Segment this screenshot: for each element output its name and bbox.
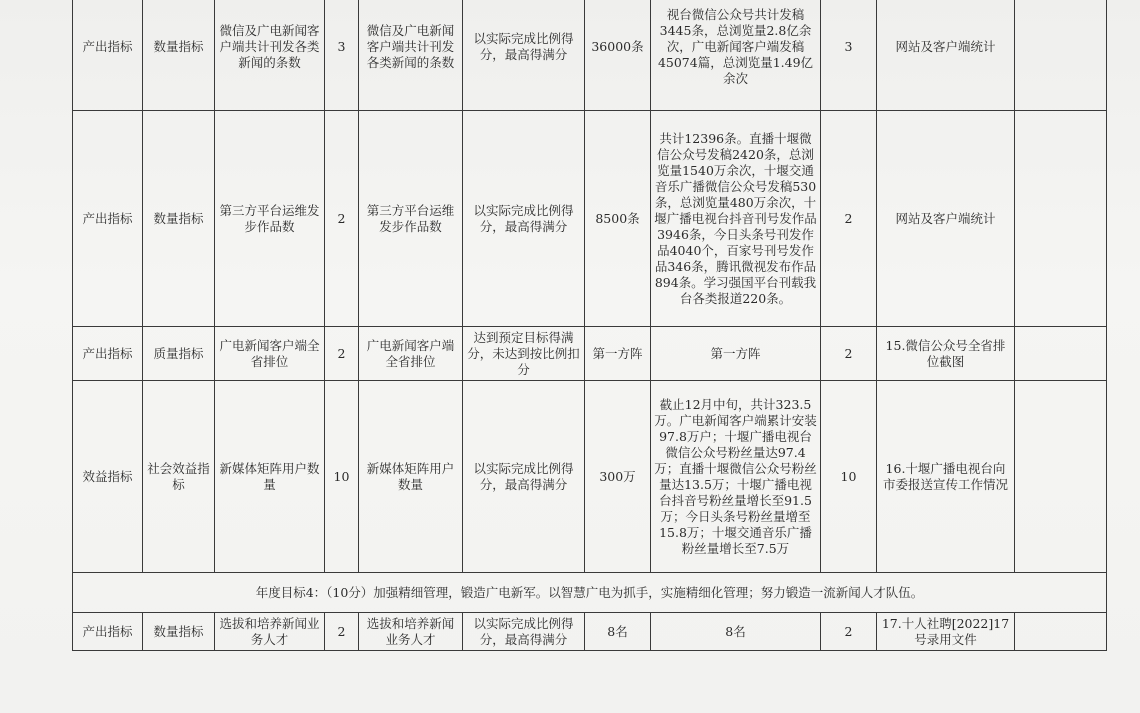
table-row <box>73 381 1107 573</box>
remarks <box>1015 111 1107 327</box>
weight: 3 <box>325 0 359 111</box>
actual-completion: 共计12396条。直播十堰微信公众号发稿2420条，总浏览量1540万余次，十堰交通音乐广播微信公众号发稿530条，总浏览量480万余次，十堰广播电视台抖音刊号发作品3946条，今日头条号刊发作品4040个，百家号刊号发作品346条，腾讯微视发布作品894条。学习强国平台刊载我台各类报道220条。 <box>651 111 821 327</box>
indicator-level3: 广电新闻客户端全省排位 <box>215 327 325 381</box>
indicator-content: 第三方平台运维发步作品数 <box>359 111 463 327</box>
scoring-rule: 以实际完成比例得分，最高得满分 <box>463 0 585 111</box>
scoring-rule: 以实际完成比例得分，最高得满分 <box>463 613 585 651</box>
indicator-level1: 产出指标 <box>73 111 143 327</box>
indicator-level2: 数量指标 <box>143 613 215 651</box>
indicator-level1: 产出指标 <box>73 0 143 111</box>
evidence: 网站及客户端统计 <box>877 111 1015 327</box>
indicator-level1: 产出指标 <box>73 327 143 381</box>
weight: 10 <box>325 381 359 573</box>
indicator-content: 广电新闻客户端全省排位 <box>359 327 463 381</box>
weight: 2 <box>325 613 359 651</box>
target-value: 300万 <box>585 381 651 573</box>
remarks <box>1015 613 1107 651</box>
actual-completion: 截止12月中旬，共计323.5万。广电新闻客户端累计安装97.8万户；十堰广播电视台微信公众号粉丝量达97.4万；直播十堰微信公众号粉丝量达13.5万；十堰广播电视台抖音号粉丝量增长至91.5万；今日头条号粉丝量增至15.8万；十堰交通音乐广播粉丝量增长至7.5万 <box>651 381 821 573</box>
indicator-content: 微信及广电新闻客户端共计刊发各类新闻的条数 <box>359 0 463 111</box>
indicator-level2: 社会效益指标 <box>143 381 215 573</box>
table-row <box>73 0 1107 111</box>
score: 2 <box>821 111 877 327</box>
evidence: 15.微信公众号全省排位截图 <box>877 327 1015 381</box>
indicator-level1: 效益指标 <box>73 381 143 573</box>
scoring-rule: 以实际完成比例得分，最高得满分 <box>463 381 585 573</box>
actual-completion: 8名 <box>651 613 821 651</box>
target-value: 36000条 <box>585 0 651 111</box>
indicator-level3: 微信及广电新闻客户端共计刊发各类新闻的条数 <box>215 0 325 111</box>
remarks <box>1015 381 1107 573</box>
score: 2 <box>821 327 877 381</box>
table-row <box>73 111 1107 327</box>
evidence: 17.十人社聘[2022]17号录用文件 <box>877 613 1015 651</box>
indicator-level2: 数量指标 <box>143 111 215 327</box>
weight: 2 <box>325 327 359 381</box>
target-value: 8500条 <box>585 111 651 327</box>
target-value: 第一方阵 <box>585 327 651 381</box>
indicator-level3: 新媒体矩阵用户数量 <box>215 381 325 573</box>
table-row <box>73 327 1107 381</box>
score: 2 <box>821 613 877 651</box>
indicator-content: 新媒体矩阵用户数量 <box>359 381 463 573</box>
scoring-rule: 以实际完成比例得分，最高得满分 <box>463 111 585 327</box>
performance-table <box>72 0 1107 651</box>
indicator-level3: 第三方平台运维发步作品数 <box>215 111 325 327</box>
goal-row <box>73 573 1107 613</box>
annual-goal-text: 年度目标4：（10分）加强精细管理，锻造广电新军。以智慧广电为抓手，实施精细化管理；努力锻造一流新闻人才队伍。 <box>73 573 1107 613</box>
scoring-rule: 达到预定目标得满分，未达到按比例扣分 <box>463 327 585 381</box>
indicator-level3: 选拔和培养新闻业务人才 <box>215 613 325 651</box>
evidence: 网站及客户端统计 <box>877 0 1015 111</box>
weight: 2 <box>325 111 359 327</box>
actual-completion: 视台微信公众号共计发稿3445条，总浏览量2.8亿余次，广电新闻客户端发稿45074篇，总浏览量1.49亿余次 <box>651 0 821 111</box>
indicator-level1: 产出指标 <box>73 613 143 651</box>
remarks <box>1015 0 1107 111</box>
indicator-level2: 质量指标 <box>143 327 215 381</box>
score: 10 <box>821 381 877 573</box>
target-value: 8名 <box>585 613 651 651</box>
actual-completion: 第一方阵 <box>651 327 821 381</box>
indicator-level2: 数量指标 <box>143 0 215 111</box>
indicator-content: 选拔和培养新闻业务人才 <box>359 613 463 651</box>
evidence: 16.十堰广播电视台向市委报送宣传工作情况 <box>877 381 1015 573</box>
table-row <box>73 613 1107 651</box>
score: 3 <box>821 0 877 111</box>
remarks <box>1015 327 1107 381</box>
